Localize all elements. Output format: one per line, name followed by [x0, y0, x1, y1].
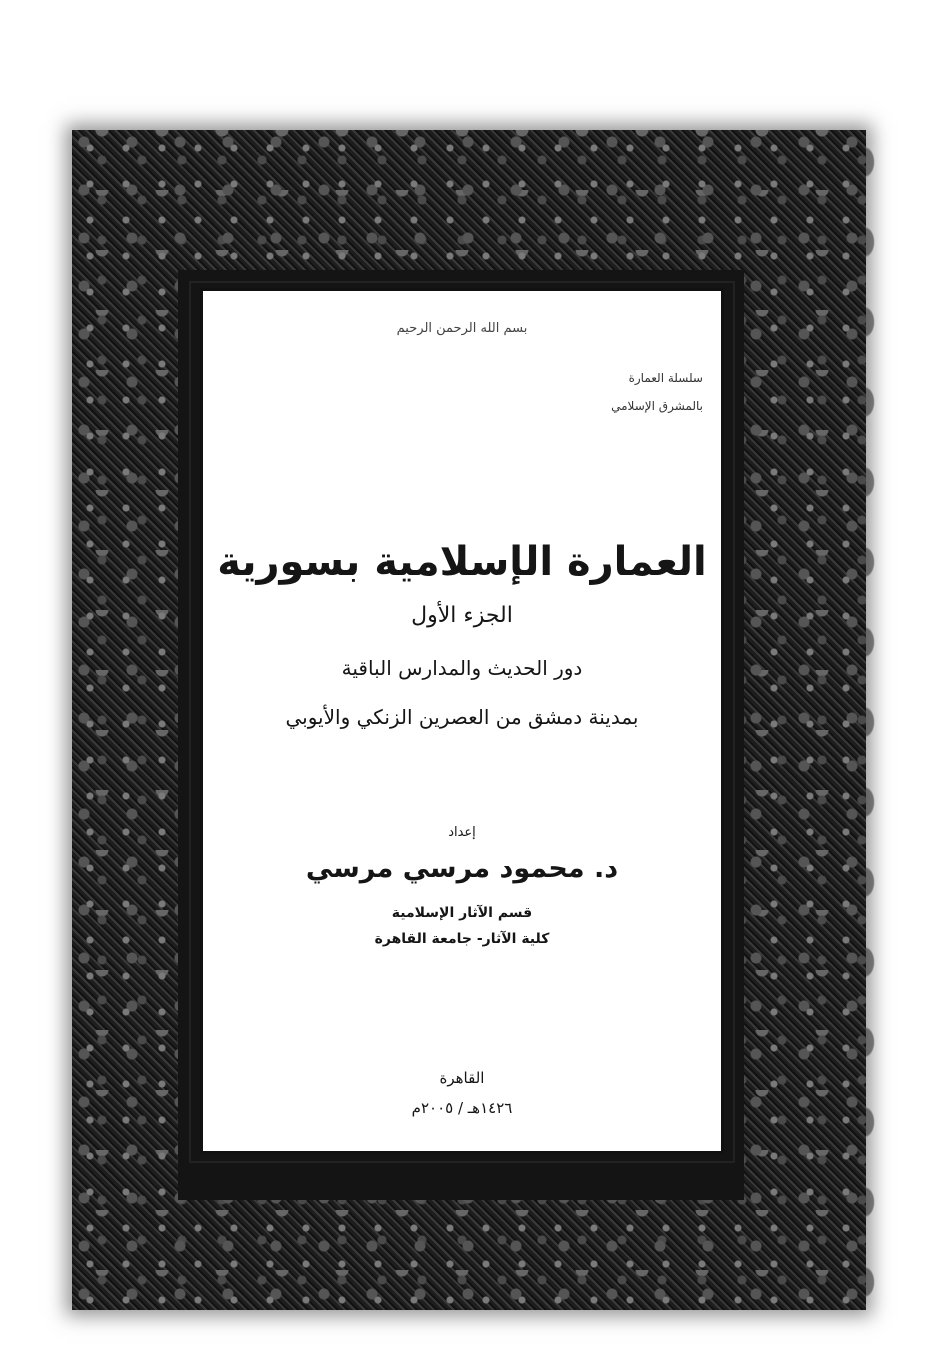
volume-part: الجزء الأول: [411, 603, 513, 628]
cover-page: [200, 288, 724, 1154]
prepared-by-label: إعداد: [448, 825, 476, 840]
basmala: بسم الله الرحمن الرحيم: [396, 321, 528, 336]
publication-city: القاهرة: [439, 1069, 485, 1087]
publication-date: ١٤٢٦هـ / ٢٠٠٥م: [411, 1099, 513, 1117]
subtitle-line2: بمدينة دمشق من العصرين الزنكي والأيوبي: [285, 705, 639, 729]
author-faculty: كلية الآثار- جامعة القاهرة: [374, 931, 550, 947]
author-department: قسم الآثار الإسلامية: [391, 905, 533, 921]
series-name-line2: بالمشرق الإسلامي: [611, 399, 703, 413]
series-name-line1: سلسلة العمارة: [628, 371, 703, 385]
author-name: د. محمود مرسي مرسي: [305, 853, 619, 884]
subtitle-line1: دور الحديث والمدارس الباقية: [341, 656, 583, 680]
book-title: العمارة الإسلامية بسورية: [217, 539, 707, 585]
